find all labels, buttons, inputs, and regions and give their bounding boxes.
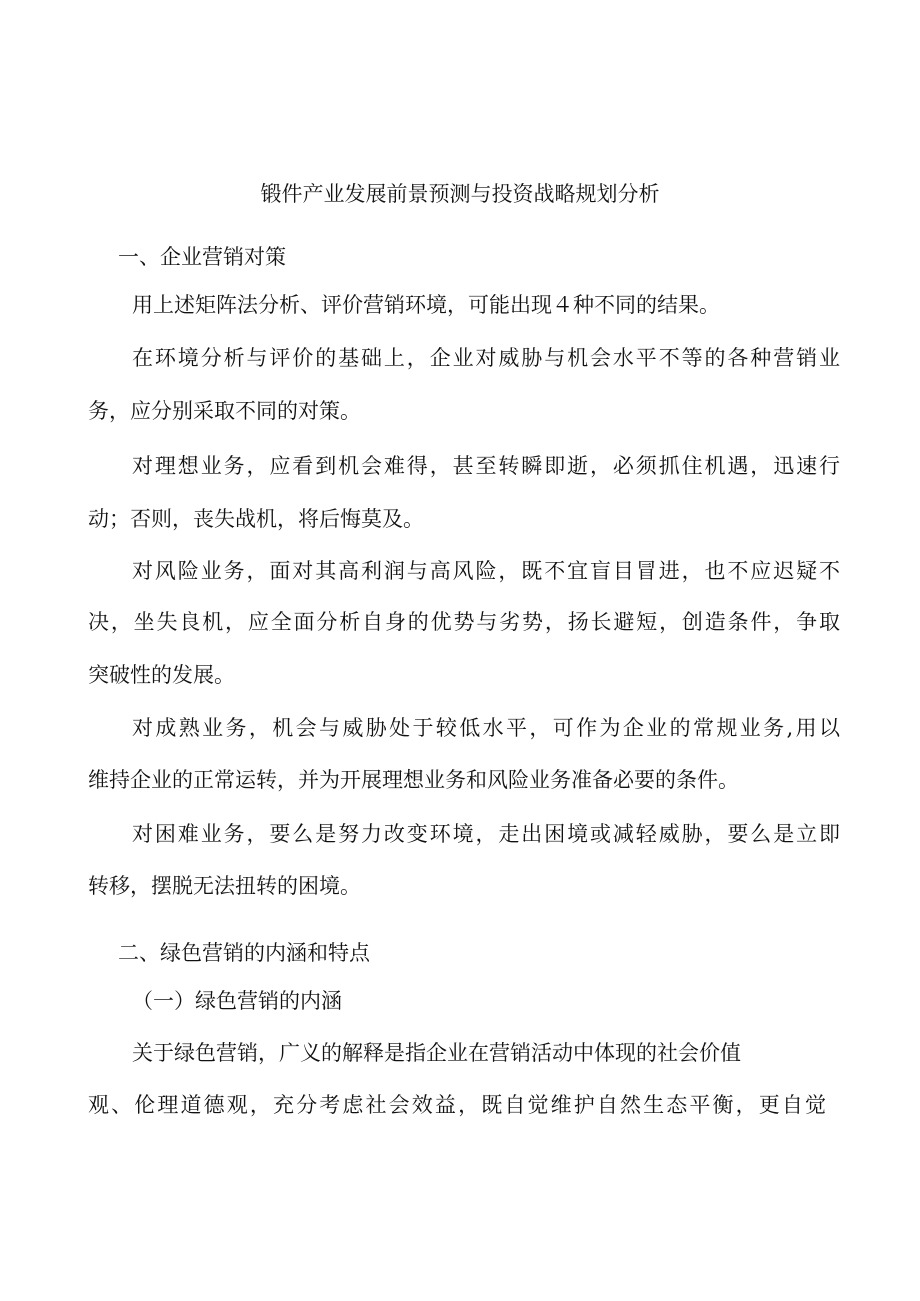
section-heading: 一、企业营销对策 (118, 245, 286, 269)
paragraph-line: 用上述矩阵法分析、评价营销环境，可能出现４种不同的结果。 (132, 293, 720, 317)
paragraph-line: 维持企业的正常运转，并为开展理想业务和风险业务准备必要的条件。 (88, 768, 739, 792)
paragraph-line: 决，坐失良机，应全面分析自身的优势与劣势，扬长避短，创造条件，争取 (88, 610, 840, 634)
paragraph-line: 对理想业务，应看到机会难得，甚至转瞬即逝，必须抓住机遇，迅速行 (132, 454, 840, 478)
paragraph-line: 关于绿色营销，广义的解释是指企业在营销活动中体现的社会价值 (132, 1041, 741, 1065)
paragraph-line: 对成熟业务，机会与威胁处于较低水平，可作为企业的常规业务,用以 (132, 716, 840, 740)
document-title: 锻件产业发展前景预测与投资战略规划分析 (260, 182, 660, 206)
paragraph-line: 突破性的发展。 (88, 663, 235, 687)
paragraph-line: 对困难业务，要么是努力改变环境，走出困境或减轻威胁，要么是立即 (132, 822, 840, 846)
paragraph-line: 在环境分析与评价的基础上，企业对威胁与机会水平不等的各种营销业 (132, 346, 840, 370)
paragraph-line: 动；否则，丧失战机，将后悔莫及。 (88, 507, 424, 531)
section-heading: 二、绿色营销的内涵和特点 (118, 941, 370, 965)
subsection-heading: （一）绿色营销的内涵 (132, 989, 342, 1013)
paragraph-line: 转移，摆脱无法扭转的困境。 (88, 874, 361, 898)
paragraph-line: 观、伦理道德观，充分考虑社会效益，既自觉维护自然生态平衡，更自觉 (88, 1093, 826, 1117)
paragraph-line: 务，应分别采取不同的对策。 (88, 399, 361, 423)
paragraph-line: 对风险业务，面对其高利润与高风险，既不宜盲目冒进，也不应迟疑不 (132, 559, 840, 583)
